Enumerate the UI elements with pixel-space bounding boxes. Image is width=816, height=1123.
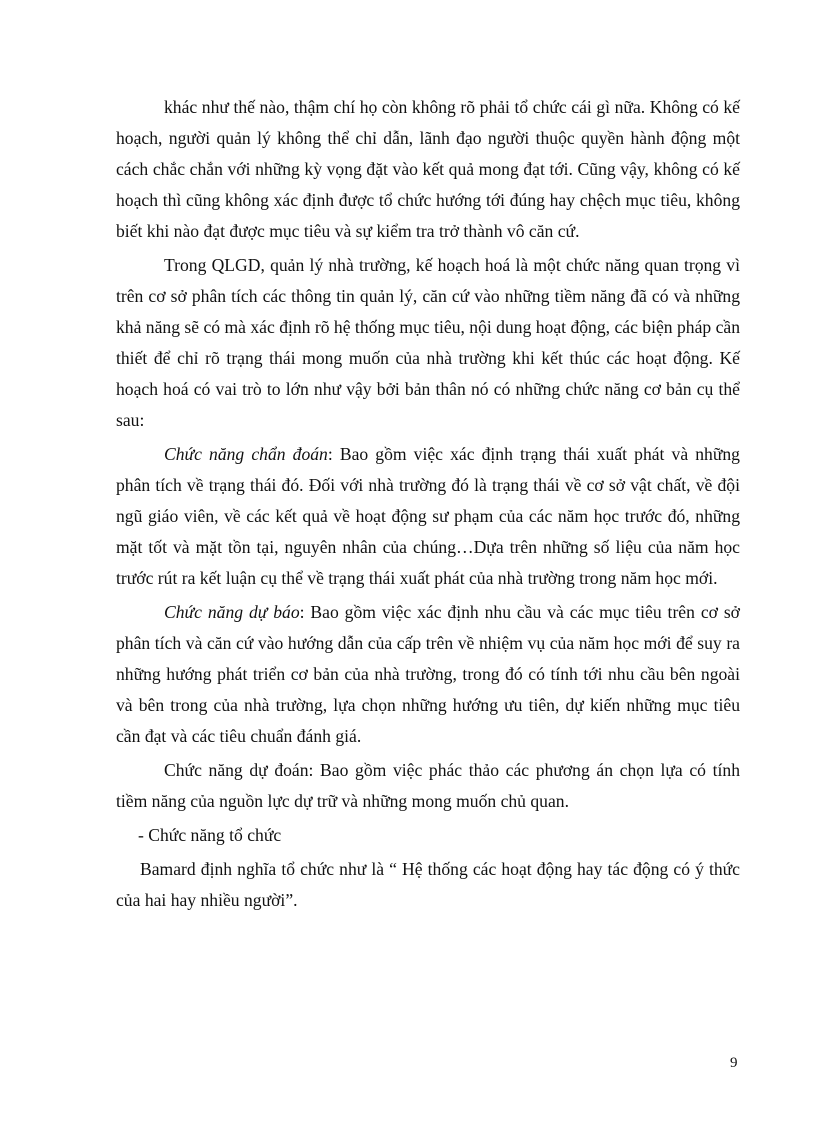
- term-diagnostic-function: Chức năng chẩn đoán: [164, 444, 328, 464]
- page-number: 9: [730, 1055, 738, 1071]
- body-text: [116, 92, 740, 916]
- paragraph-prediction-function: Chức năng dự đoán: Bao gồm việc phác thảo các phương án chọn lựa có tính tiềm năng của nguồn lực dự trữ và những mong muốn chủ quan.: [116, 760, 740, 811]
- forecast-function-text: : Bao gồm việc xác định nhu cầu và các mục tiêu trên cơ sở phân tích và căn cứ vào hướng dẫn của cấp trên về nhiệm vụ của năm học mới để suy ra những hướng phát triển cơ bản của nhà trường, trong đó có tính tới nhu cầu bên ngoài và bên trong của nhà trường, lựa chọn những hướng ưu tiên, dự kiến những mục tiêu cần đạt và các tiêu chuẩn đánh giá.: [116, 602, 740, 746]
- paragraph-bamard-definition: Bamard định nghĩa tổ chức như là “ Hệ thống các hoạt động hay tác động có ý thức của hai hay nhiều người”.: [116, 859, 740, 910]
- term-forecast-function: Chức năng dự báo: [164, 602, 300, 622]
- diagnostic-function-text: : Bao gồm việc xác định trạng thái xuất phát và những phân tích về trạng thái đó. Đối với nhà trường đó là trạng thái về cơ sở vật chất, về đội ngũ giáo viên, về các kết quả về hoạt động sư phạm của các năm học trước đó, những mặt tốt và mặt tồn tại, nguyên nhân của chúng…Dựa trên những số liệu của năm học trước rút ra kết luận cụ thể về trạng thái xuất phát của nhà trường trong năm học mới.: [116, 444, 740, 588]
- paragraph-forecast-function: [116, 597, 740, 752]
- heading-organization-function: - Chức năng tổ chức: [138, 825, 282, 845]
- paragraph-diagnostic-function: [116, 439, 740, 594]
- paragraph-continuation: khác như thế nào, thậm chí họ còn không rõ phải tổ chức cái gì nữa. Không có kế hoạch, người quản lý không thể chỉ dẫn, lãnh đạo người thuộc quyền hành động một cách chắc chắn với những kỳ vọng đặt vào kết quả mong đạt tới. Cũng vậy, không có kế hoạch thì cũng không xác định được tổ chức hướng tới đúng hay chệch mục tiêu, không biết khi nào đạt được mục tiêu và sự kiểm tra trở thành vô căn cứ.: [116, 97, 740, 241]
- paragraph-planning-in-school-management: Trong QLGD, quản lý nhà trường, kế hoạch hoá là một chức năng quan trọng vì trên cơ sở phân tích các thông tin quản lý, căn cứ vào những tiềm năng đã có và những khả năng sẽ có mà xác định rõ hệ thống mục tiêu, nội dung hoạt động, các biện pháp cần thiết để chỉ rõ trạng thái mong muốn của nhà trường khi kết thúc các hoạt động. Kế hoạch hoá có vai trò to lớn như vậy bởi bản thân nó có những chức năng cơ bản cụ thể sau:: [116, 255, 740, 430]
